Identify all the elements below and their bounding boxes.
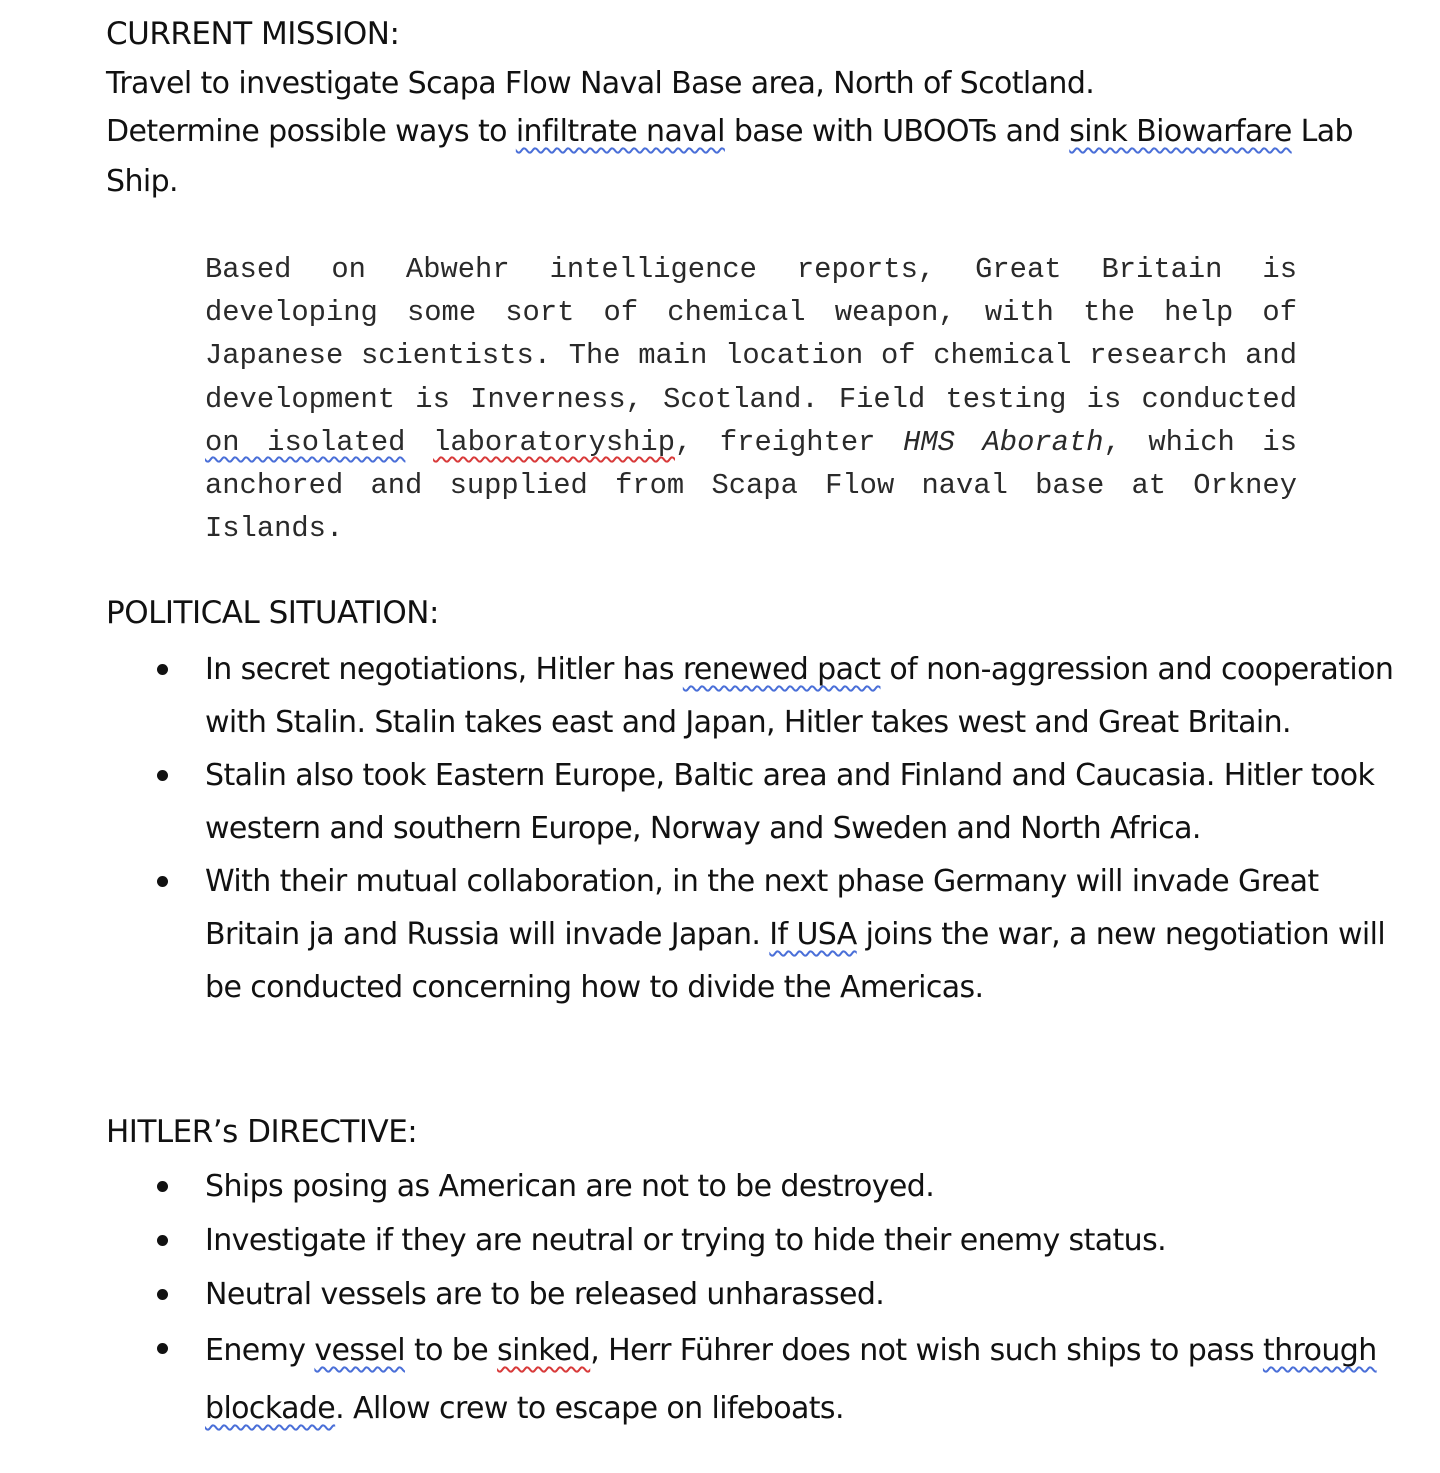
bullet-text: joins the war, a new negotiation will be conducted concerning how to divide the Americas. bbox=[205, 917, 1386, 1005]
list-item: Neutral vessels are to be released unharassed. bbox=[205, 1268, 1385, 1322]
grammar-mark-on-isolated[interactable]: on isolated bbox=[205, 425, 406, 459]
report-text: Based on Abwehr intelligence reports, Great Britain is developing some sort of chemical weapon, with the help of Japanese scientists. The main location of chemical research and development is Inverness, Scotland. Field testing is conducted bbox=[205, 253, 1297, 416]
bullet-text: Enemy bbox=[205, 1333, 315, 1368]
bullet-text: of non-aggression and cooperation with Stalin. Stalin takes east and Japan, Hitler takes west and Great Britain. bbox=[205, 652, 1394, 740]
grammar-mark-if-usa[interactable]: If USA bbox=[769, 917, 857, 952]
grammar-mark-through-blockade[interactable]: through blockade bbox=[205, 1333, 1377, 1426]
mission-line-2-text: Lab bbox=[1291, 114, 1353, 149]
list-item: Stalin also took Eastern Europe, Baltic area and Finland and Caucasia. Hitler took western and southern Europe, Norway and Sweden and North Africa. bbox=[205, 749, 1395, 855]
list-item: Investigate if they are neutral or trying to hide their enemy status. bbox=[205, 1214, 1385, 1268]
political-situation-heading: POLITICAL SITUATION: bbox=[106, 595, 439, 631]
bullet-text: . Allow crew to escape on lifeboats. bbox=[335, 1391, 844, 1426]
grammar-mark-vessel[interactable]: vessel bbox=[314, 1333, 406, 1368]
mission-line-2-text: Determine possible ways to bbox=[106, 114, 516, 149]
bullet-text: , Herr Führer does not wish such ships to pass bbox=[590, 1333, 1263, 1368]
hitlers-directive-heading: HITLER’s DIRECTIVE: bbox=[106, 1114, 418, 1150]
spelling-mark-sinked[interactable]: sinked bbox=[497, 1333, 591, 1368]
ship-name: HMS Aborath bbox=[903, 425, 1104, 459]
current-mission-heading: CURRENT MISSION: bbox=[106, 16, 400, 52]
list-item bbox=[205, 855, 1395, 1014]
intelligence-report bbox=[205, 248, 1297, 550]
grammar-mark-sink-biowarfare[interactable]: sink Biowarfare bbox=[1069, 114, 1292, 149]
grammar-mark-renewed-pact[interactable]: renewed pact bbox=[682, 652, 881, 687]
grammar-mark-infiltrate[interactable]: infiltrate naval bbox=[515, 114, 725, 149]
list-item: Ships posing as American are not to be destroyed. bbox=[205, 1160, 1385, 1214]
hitlers-directive-list bbox=[205, 1160, 1385, 1438]
report-space bbox=[405, 426, 433, 459]
list-item bbox=[205, 1322, 1385, 1438]
report-text: , which is anchored and supplied from Scapa Flow naval base at Orkney Islands. bbox=[205, 425, 1297, 546]
spelling-mark-laboratoryship[interactable]: laboratoryship bbox=[433, 425, 675, 459]
mission-line-2 bbox=[106, 114, 1353, 149]
mission-line-2-text: base with UBOOTs and bbox=[724, 114, 1070, 149]
mission-line-1: Travel to investigate Scapa Flow Naval Base area, North of Scotland. bbox=[106, 66, 1095, 101]
political-situation-list bbox=[205, 643, 1395, 1014]
bullet-text: With their mutual collaboration, in the next phase Germany will invade Great Britain ja and Russia will invade Japan. bbox=[205, 864, 1319, 952]
list-item bbox=[205, 643, 1395, 749]
report-text: , freighter bbox=[675, 425, 904, 459]
bullet-text: In secret negotiations, Hitler has bbox=[205, 652, 683, 687]
mission-line-3: Ship. bbox=[106, 164, 178, 199]
bullet-text: to be bbox=[405, 1333, 498, 1368]
